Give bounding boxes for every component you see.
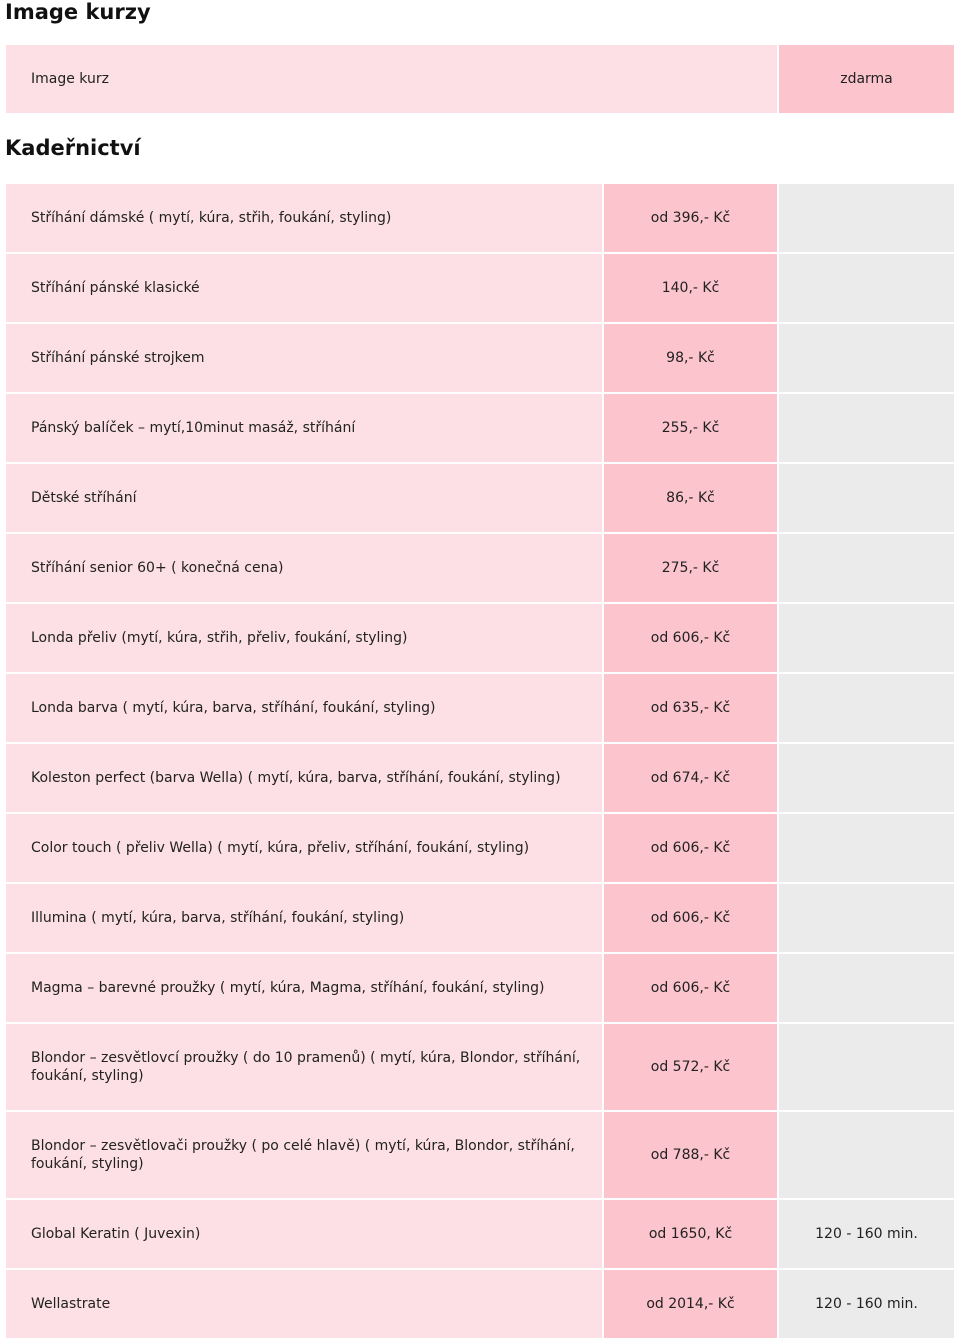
service-name: Stříhání pánské strojkem: [6, 324, 602, 392]
service-name: Pánský balíček – mytí,10minut masáž, stříhání: [6, 394, 602, 462]
service-price: od 2014,- Kč: [604, 1270, 777, 1338]
service-name: Wellastrate: [6, 1270, 602, 1338]
service-price: od 606,- Kč: [604, 604, 777, 672]
service-name: Color touch ( přeliv Wella) ( mytí, kúra, přeliv, stříhání, foukání, styling): [6, 814, 602, 882]
hairdressing-title: Kadeřnictví: [5, 136, 141, 160]
table-row: [6, 394, 954, 462]
service-price: od 606,- Kč: [604, 954, 777, 1022]
service-duration: [779, 1024, 954, 1110]
service-price: od 788,- Kč: [604, 1112, 777, 1198]
service-price: od 1650, Kč: [604, 1200, 777, 1268]
service-duration: [779, 674, 954, 742]
service-price: 86,- Kč: [604, 464, 777, 532]
table-row: [6, 534, 954, 602]
table-row: [6, 464, 954, 532]
service-duration: [779, 744, 954, 812]
service-price: od 572,- Kč: [604, 1024, 777, 1110]
table-row: [6, 884, 954, 952]
table-row: [6, 1200, 954, 1268]
image-courses-table: [6, 45, 954, 115]
service-price: 140,- Kč: [604, 254, 777, 322]
service-duration: [779, 954, 954, 1022]
service-name: Dětské stříhání: [6, 464, 602, 532]
service-price: 98,- Kč: [604, 324, 777, 392]
service-price: od 674,- Kč: [604, 744, 777, 812]
image-courses-title: Image kurzy: [5, 0, 151, 24]
service-name: Koleston perfect (barva Wella) ( mytí, kúra, barva, stříhání, foukání, styling): [6, 744, 602, 812]
service-name: Image kurz: [6, 45, 777, 113]
table-row: [6, 45, 954, 113]
service-price: od 396,- Kč: [604, 184, 777, 252]
service-name: Londa přeliv (mytí, kúra, střih, přeliv, foukání, styling): [6, 604, 602, 672]
service-name: Global Keratin ( Juvexin): [6, 1200, 602, 1268]
service-name: Blondor – zesvětlovcí proužky ( do 10 pramenů) ( mytí, kúra, Blondor, stříhání, foukání, styling): [6, 1024, 602, 1110]
table-row: [6, 324, 954, 392]
service-name: Blondor – zesvětlovači proužky ( po celé hlavě) ( mytí, kúra, Blondor, stříhání, foukání, styling): [6, 1112, 602, 1198]
service-name: Stříhání dámské ( mytí, kúra, střih, foukání, styling): [6, 184, 602, 252]
service-name: Stříhání senior 60+ ( konečná cena): [6, 534, 602, 602]
service-duration: [779, 534, 954, 602]
table-row: [6, 1270, 954, 1338]
table-row: [6, 954, 954, 1022]
service-name: Londa barva ( mytí, kúra, barva, stříhání, foukání, styling): [6, 674, 602, 742]
service-duration: [779, 394, 954, 462]
service-duration: [779, 184, 954, 252]
service-price: od 606,- Kč: [604, 814, 777, 882]
table-row: [6, 1024, 954, 1110]
service-duration: [779, 254, 954, 322]
service-price: od 606,- Kč: [604, 884, 777, 952]
service-duration: [779, 814, 954, 882]
service-name: Magma – barevné proužky ( mytí, kúra, Magma, stříhání, foukání, styling): [6, 954, 602, 1022]
table-row: [6, 1112, 954, 1198]
table-row: [6, 674, 954, 742]
service-price: 255,- Kč: [604, 394, 777, 462]
service-price: od 635,- Kč: [604, 674, 777, 742]
table-row: [6, 254, 954, 322]
service-name: Stříhání pánské klasické: [6, 254, 602, 322]
service-duration: [779, 604, 954, 672]
table-row: [6, 184, 954, 252]
service-duration: [779, 1112, 954, 1198]
table-row: [6, 604, 954, 672]
service-duration: 120 - 160 min.: [779, 1200, 954, 1268]
service-price: 275,- Kč: [604, 534, 777, 602]
service-duration: 120 - 160 min.: [779, 1270, 954, 1338]
service-price: zdarma: [779, 45, 954, 113]
table-row: [6, 814, 954, 882]
service-duration: [779, 324, 954, 392]
table-row: [6, 744, 954, 812]
service-name: Illumina ( mytí, kúra, barva, stříhání, foukání, styling): [6, 884, 602, 952]
hairdressing-price-table: [6, 184, 954, 1340]
service-duration: [779, 884, 954, 952]
service-duration: [779, 464, 954, 532]
